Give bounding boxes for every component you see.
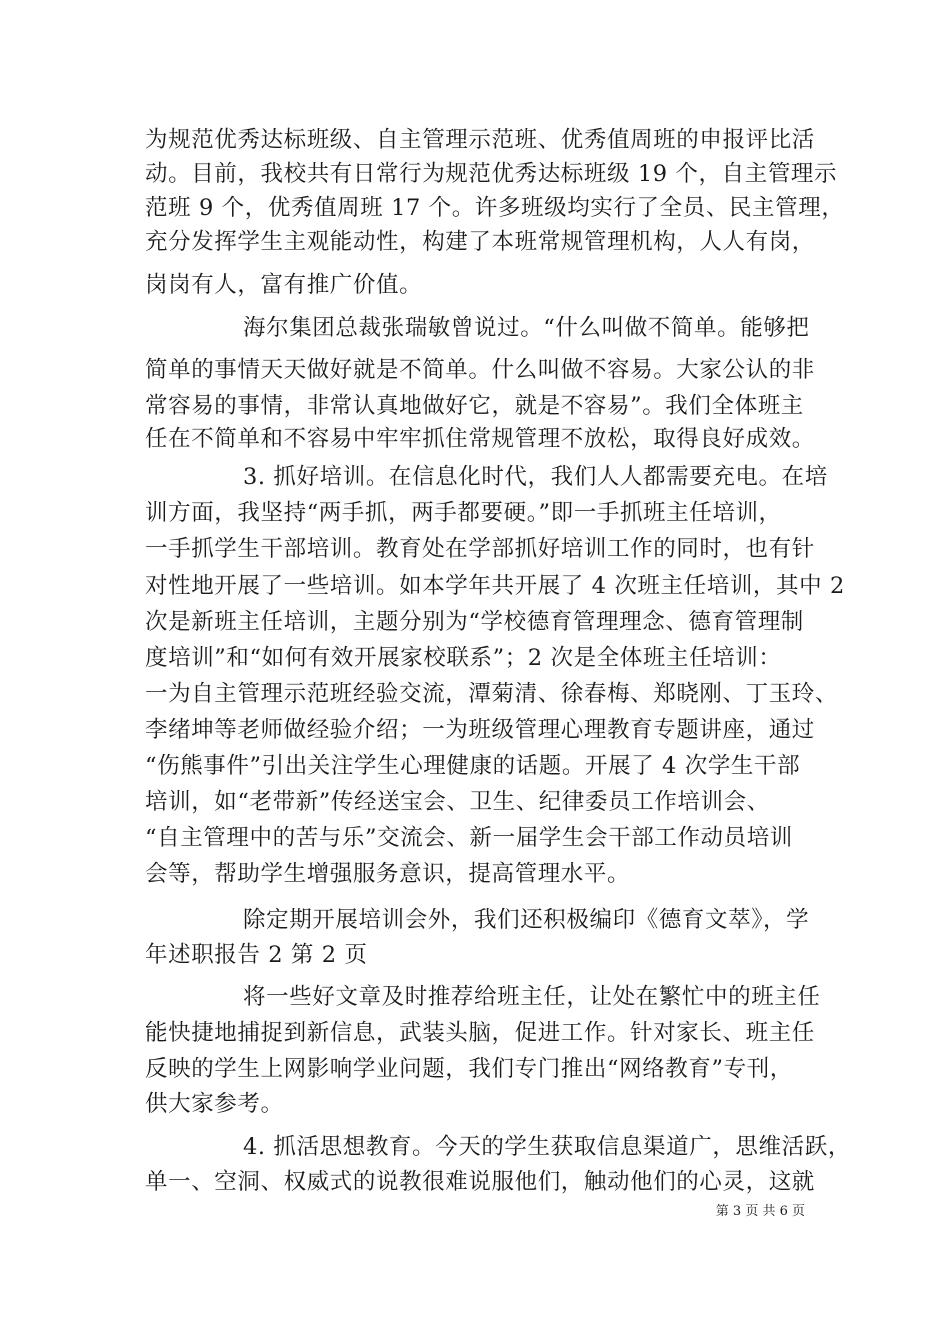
text-line: 动。目前，我校共有日常行为规范优秀达标班级 19 个，自主管理示 xyxy=(145,161,838,187)
text-line: 海尔集团总裁张瑞敏曾说过。“什么叫做不简单。能够把 xyxy=(243,315,810,341)
text-line: 除定期开展培训会外，我们还积极编印《德育文萃》，学 xyxy=(243,907,810,933)
text-line: 一为自主管理示范班经验交流，潭菊清、徐春梅、郑晓刚、丁玉玲、 xyxy=(145,681,839,707)
text-line: 范班 9 个，优秀值周班 17 个。许多班级均实行了全员、民主管理， xyxy=(145,195,845,221)
text-line: 度培训”和“如何有效开展家校联系”；2 次是全体班主任培训： xyxy=(145,645,782,671)
text-line: 常容易的事情，非常认真地做好它，就是不容易”。我们全体班主 xyxy=(145,393,804,419)
text-line: 任在不简单和不容易中牢牢抓住常规管理不放松，取得良好成效。 xyxy=(145,426,815,452)
text-line: 岗岗有人，富有推广价值。 xyxy=(145,272,423,298)
text-line: 4. 抓活思想教育。今天的学生获取信息渠道广，思维活跃， xyxy=(243,1134,851,1160)
text-line: 将一些好文章及时推荐给班主任，让处在繁忙中的班主任 xyxy=(243,984,821,1010)
text-line: “伤熊事件”引出关注学生心理健康的话题。开展了 4 次学生干部 xyxy=(145,753,801,779)
text-line: 反映的学生上网影响学业问题，我们专门推出“网络教育”专刊， xyxy=(145,1056,793,1082)
text-line: 训方面，我坚持“两手抓，两手都要硬。”即一手抓班主任培训， xyxy=(145,500,782,526)
text-line: 简单的事情天天做好就是不简单。什么叫做不容易。大家公认的非 xyxy=(145,357,815,383)
text-line: 3. 抓好培训。在信息化时代，我们人人都需要充电。在培 xyxy=(243,464,828,490)
text-line: 次是新班主任培训，主题分别为“学校德育管理理念、德育管理制 xyxy=(145,609,804,635)
text-line: “自主管理中的苦与乐”交流会、新一届学生会干部工作动员培训 xyxy=(145,825,793,851)
text-line: 充分发挥学生主观能动性，构建了本班常规管理机构，人人有岗， xyxy=(145,229,815,255)
text-line: 会等，帮助学生增强服务意识，提高管理水平。 xyxy=(145,861,631,887)
text-line: 一手抓学生干部培训。教育处在学部抓好培训工作的同时，也有针 xyxy=(145,536,815,562)
text-line: 为规范优秀达标班级、自主管理示范班、优秀值周班的申报评比活 xyxy=(145,127,815,153)
text-line: 供大家参考。 xyxy=(145,1091,284,1117)
text-line: 李绪坤等老师做经验介绍；一为班级管理心理教育专题讲座，通过 xyxy=(145,717,815,743)
text-line: 单一、空洞、权威式的说教很难说服他们，触动他们的心灵，这就 xyxy=(145,1169,815,1195)
text-line: 培训，如“老带新”传经送宝会、卫生、纪律委员工作培训会、 xyxy=(145,789,770,815)
page-footer: 第 3 页 共 6 页 xyxy=(715,1204,805,1219)
text-line: 能快捷地捕捉到新信息，武装头脑，促进工作。针对家长、班主任 xyxy=(145,1020,815,1046)
text-line: 年述职报告 2 第 2 页 xyxy=(145,942,368,968)
text-line: 对性地开展了一些培训。如本学年共开展了 4 次班主任培训，其中 2 xyxy=(145,573,845,599)
